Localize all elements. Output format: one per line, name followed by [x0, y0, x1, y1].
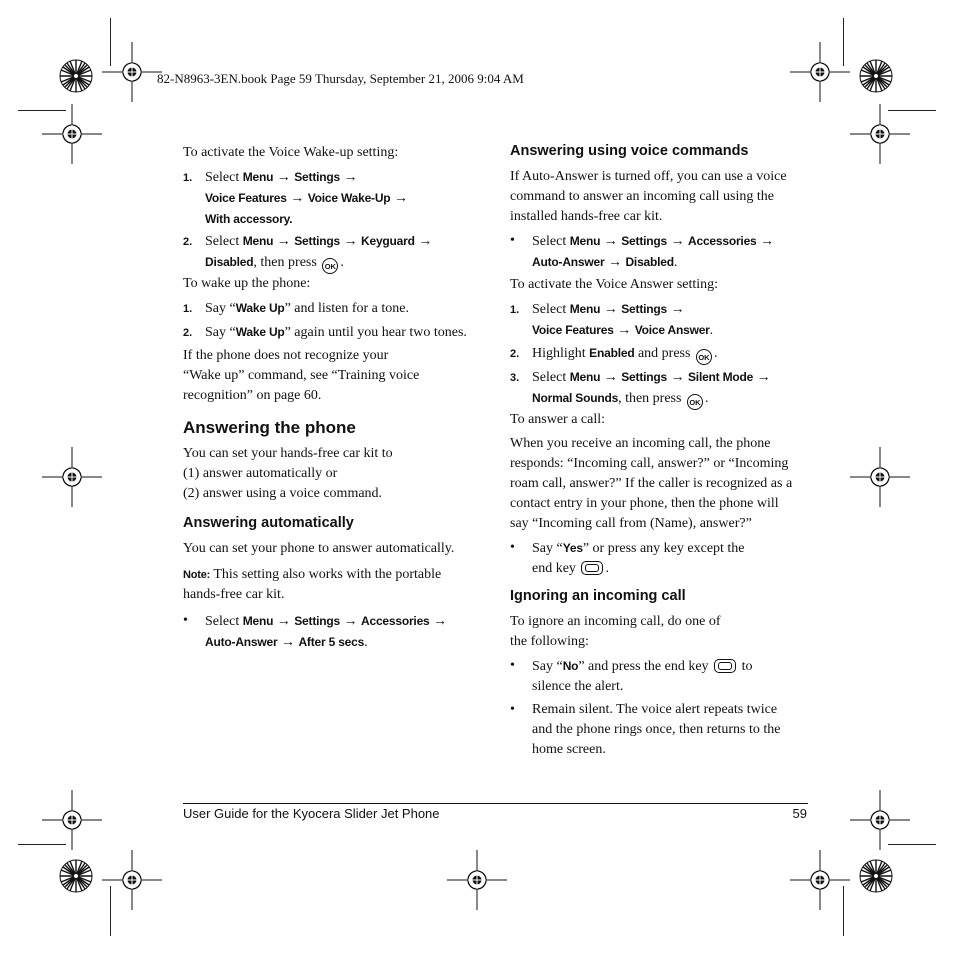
step-item: 1. Say “Wake Up” and listen for a tone.	[183, 301, 409, 316]
registration-mark	[850, 447, 910, 507]
voice-text: If Auto-Answer is turned off, you can use a voice command to answer an incoming call using the installed hands-free car kit.	[510, 169, 787, 224]
wake-intro: To wake up the phone:	[183, 276, 311, 291]
note-label: Note:	[183, 569, 211, 581]
registration-mark	[102, 850, 162, 910]
registration-mark	[102, 42, 162, 102]
registration-mark	[42, 104, 102, 164]
registration-mark	[790, 850, 850, 910]
registration-mark	[850, 790, 910, 850]
registration-mark	[850, 104, 910, 164]
activate-intro: To activate the Voice Answer setting:	[510, 277, 719, 292]
bullet-item: • Remain silent. The voice alert repeats twice and the phone rings once, then returns to the home screen.	[510, 702, 781, 757]
heading-ignoring-call: Ignoring an incoming call	[510, 588, 686, 604]
bullet-item: • Select Menu → Settings → Accessories → Auto-Answer → Disabled.	[510, 233, 775, 270]
auto-text: You can set your phone to answer automatically.	[183, 541, 455, 556]
ok-key-icon: OK	[322, 258, 338, 274]
step-item: 3. Select Menu → Settings → Silent Mode → Normal Sounds, then press OK .	[510, 367, 810, 410]
step-item: 2. Select Menu → Settings → Keyguard → Disabled, then press OK .	[183, 231, 483, 274]
step-item: 1. Select Menu → Settings → Voice Features → Voice Wake-Up → With accessory.	[183, 170, 408, 226]
star-target-mark	[60, 60, 92, 92]
end-key-icon	[581, 561, 603, 575]
footer-rule	[183, 803, 808, 804]
registration-mark	[42, 447, 102, 507]
ignore-text: To ignore an incoming call, do one of the following:	[510, 614, 721, 649]
star-target-mark	[60, 860, 92, 892]
answer-text: When you receive an incoming call, the phone responds: “Incoming call, answer?” or “Incoming roam call, answer?” If the caller is recognized as a contact entry in your phone, then the phone will say “Incoming call from (Name), answer?”	[510, 436, 793, 531]
ok-key-icon: OK	[687, 394, 703, 410]
step-item: 2. Highlight Enabled and press OK .	[510, 343, 810, 365]
book-header: 82-N8963-3EN.book Page 59 Thursday, September 21, 2006 9:04 AM	[157, 71, 524, 86]
bullet-item: • Say “No” and press the end key to silence the alert.	[510, 658, 753, 694]
page-number: 59	[792, 806, 807, 821]
footer-title: User Guide for the Kyocera Slider Jet Phone	[183, 806, 440, 821]
step-item: 2. Say “Wake Up” again until you hear two tones.	[183, 325, 467, 340]
bullet-item: • Select Menu → Settings → Accessories → Auto-Answer → After 5 secs.	[183, 613, 448, 650]
registration-mark	[42, 790, 102, 850]
note: Note: This setting also works with the portable hands-free car kit.	[183, 567, 442, 602]
heading-voice-commands: Answering using voice commands	[510, 143, 749, 159]
answering-text: You can set your hands-free car kit to (1) answer automatically or (2) answer using a voice command.	[183, 446, 393, 501]
heading-answering-automatically: Answering automatically	[183, 515, 354, 531]
star-target-mark	[860, 60, 892, 92]
registration-mark	[790, 42, 850, 102]
star-target-mark	[860, 860, 892, 892]
bullet-item: • Say “Yes” or press any key except the end key .	[510, 540, 745, 576]
heading-answering-phone: Answering the phone	[183, 418, 356, 437]
registration-mark	[447, 850, 507, 910]
ok-key-icon: OK	[696, 349, 712, 365]
intro-text: To activate the Voice Wake-up setting:	[183, 145, 399, 160]
answer-intro: To answer a call:	[510, 412, 606, 427]
not-recognize-text: If the phone does not recognize your “Wake up” command, see “Training voice recognition” on page 60.	[183, 348, 420, 403]
step-item: 1. Select Menu → Settings → Voice Features → Voice Answer.	[510, 302, 714, 338]
end-key-icon	[714, 659, 736, 673]
